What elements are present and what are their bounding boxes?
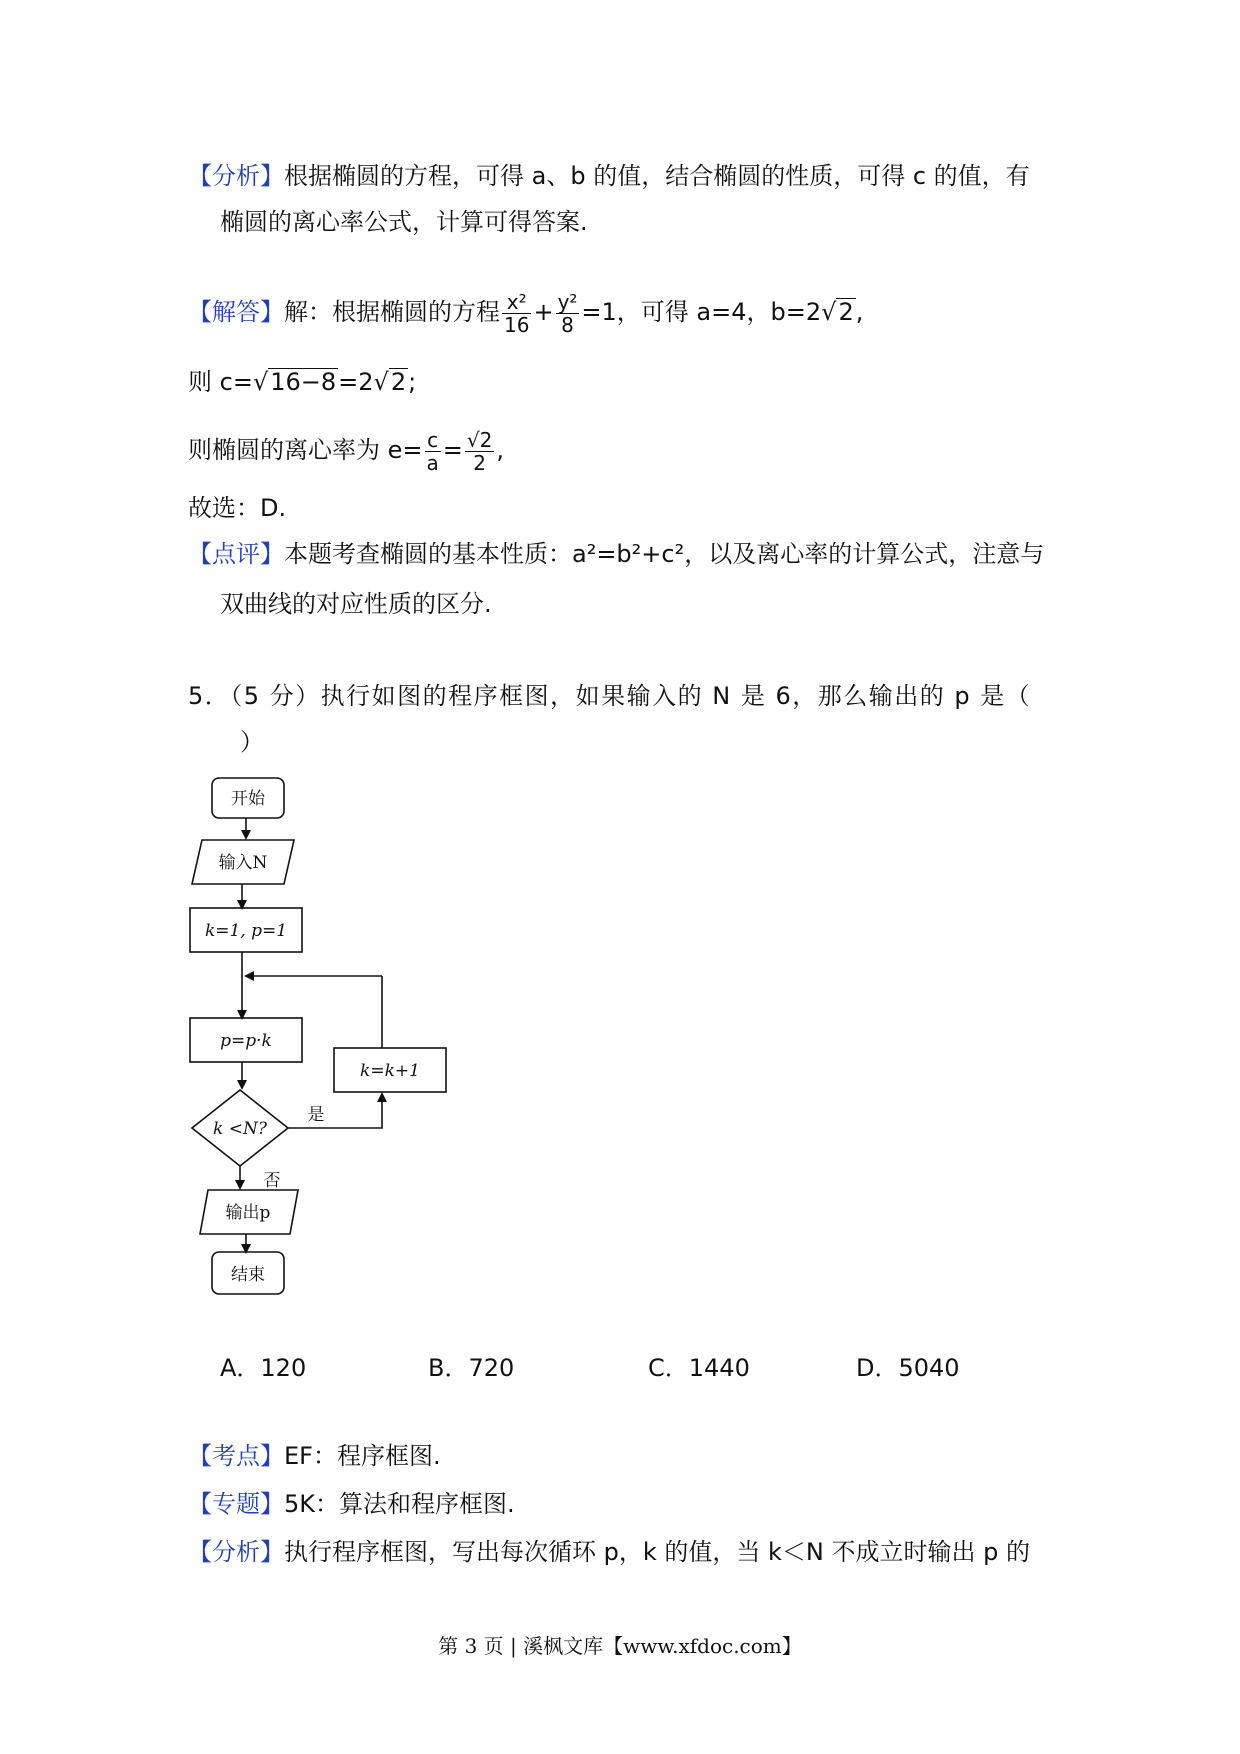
comment-text-1: 本题考查椭圆的基本性质：a²=b²+c²，以及离心率的计算公式，注意与	[284, 540, 1045, 568]
option-b: B．720	[428, 1354, 515, 1382]
frac2-den: 8	[561, 312, 574, 337]
answer-end: ,	[855, 298, 864, 326]
step-label: p=p·k	[220, 1031, 272, 1051]
e-end: ,	[496, 436, 504, 464]
e-pre: 则椭圆的离心率为 e=	[188, 436, 423, 464]
e-frac1-den: a	[426, 450, 439, 475]
sqrt-radicand: 2	[838, 298, 854, 326]
answer-pre: 解：根据椭圆的方程	[284, 298, 500, 326]
analysis-line-1	[188, 160, 1030, 192]
analysis2-line	[188, 1536, 1030, 1568]
increment-label: k=k+1	[360, 1061, 420, 1081]
c-pre: 则 c=	[188, 368, 253, 396]
e-eq: =	[442, 436, 463, 464]
program-flowchart	[180, 768, 640, 1308]
c-sqrt-radicand: 16−8	[270, 368, 337, 396]
zhuanti-line	[188, 1488, 515, 1520]
e-frac2-num: √2	[466, 427, 493, 452]
option-a: A．120	[220, 1354, 307, 1382]
kaodian-text: EF：程序框图.	[284, 1442, 441, 1470]
e-frac1-num: c	[425, 429, 441, 452]
sqrt-symbol: √	[373, 368, 389, 396]
fraction-c-a	[425, 429, 441, 474]
comment-line-1	[188, 538, 1044, 570]
option-d: D．5040	[856, 1354, 960, 1382]
c-mid: =2	[338, 368, 374, 396]
kaodian-line	[188, 1440, 441, 1472]
option-c: C．1440	[648, 1354, 750, 1382]
e-frac2-den: 2	[473, 450, 486, 475]
comment-tag: 【点评】	[188, 540, 284, 568]
end-label: 结束	[231, 1265, 265, 1285]
c-line	[188, 366, 416, 398]
fraction-x2-16	[502, 291, 531, 336]
c-end: ;	[408, 368, 417, 396]
start-label: 开始	[231, 789, 265, 809]
analysis-text-1: 根据椭圆的方程，可得 a、b 的值，结合椭圆的性质，可得 c 的值，有	[284, 162, 1030, 190]
analysis-tag: 【分析】	[188, 162, 284, 190]
condition-label: k <N?	[213, 1119, 267, 1139]
analysis2-text: 执行程序框图，写出每次循环 p，k 的值，当 k＜N 不成立时输出 p 的	[284, 1538, 1030, 1566]
frac1-den: 16	[504, 312, 530, 337]
e-line	[188, 420, 504, 480]
question-5-line-2: ）	[240, 728, 264, 756]
sqrt-symbol: √	[821, 298, 837, 326]
sqrt-symbol: √	[252, 368, 269, 396]
zhuanti-tag: 【专题】	[188, 1490, 284, 1518]
zhuanti-text: 5K：算法和程序框图.	[284, 1490, 515, 1518]
kaodian-tag: 【考点】	[188, 1442, 284, 1470]
fraction-sqrt2-2	[465, 429, 494, 474]
comment-line-2: 双曲线的对应性质的区分.	[220, 590, 492, 618]
plus-sign: +	[533, 298, 554, 326]
no-label: 否	[263, 1171, 281, 1191]
choose-line: 故选：D.	[188, 494, 287, 522]
output-label: 输出p	[225, 1203, 271, 1223]
yes-label: 是	[307, 1105, 325, 1125]
input-label: 输入N	[218, 853, 268, 873]
page-footer: 第 3 页 | 溪枫文库【www.xfdoc.com】	[438, 1634, 802, 1658]
answer-line	[188, 282, 863, 342]
question-5-line-1: 5．（5 分）执行如图的程序框图，如果输入的 N 是 6，那么输出的 p 是（	[188, 682, 1032, 710]
fraction-y2-8	[556, 291, 580, 336]
answer-post: =1，可得 a=4，b=2	[581, 298, 822, 326]
answer-tag: 【解答】	[188, 298, 284, 326]
frac1-num: x²	[502, 291, 531, 314]
analysis-line-2: 椭圆的离心率公式，计算可得答案.	[220, 208, 588, 236]
init-label: k=1, p=1	[204, 921, 288, 941]
analysis2-tag: 【分析】	[188, 1538, 284, 1566]
c-sqrt-radicand-2: 2	[390, 368, 407, 396]
frac2-num: y²	[557, 289, 578, 314]
